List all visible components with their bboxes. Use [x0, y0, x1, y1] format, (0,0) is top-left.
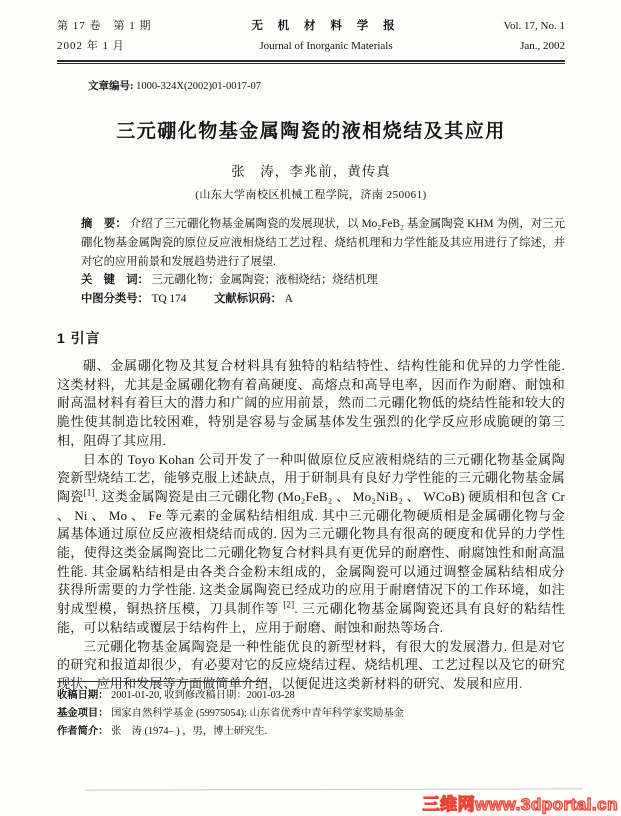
article-number-line	[88, 78, 565, 93]
abstract-block	[81, 215, 565, 309]
volume-issue-en: Vol. 17, No. 1	[503, 20, 565, 32]
keywords-label: 关 键 词：	[81, 274, 149, 287]
article-number-value: 1000-324X(2002)01-0017-07	[136, 81, 261, 92]
bio-label: 作者简介：	[57, 726, 109, 737]
keywords-text: 三元硼化物；金属陶瓷；液相烧结；烧结机理	[151, 274, 378, 287]
watermark-3dportal: 三维网www.3dportal.cn	[422, 795, 618, 814]
received-value: 2001-01-20, 收到修改稿日期：2001-03-28	[111, 690, 295, 701]
date-en: Jan., 2002	[520, 40, 565, 52]
paragraph-2: 日本的 Toyo Kohan 公司开发了一种叫做原位反应液相烧结的三元硼化物基金属陶瓷新型烧结工艺，能够克服上述缺点，用于研制具有良好力学性能的三元硼化物基金属陶瓷[1]. 这类金属陶瓷是由三元硼化物 (Mo₂FeB₂ 、 Mo₂NiB₂ 、 WCoB) 硬质相和包含 Cr 、 Ni 、 Mo 、 Fe 等元素的金属粘结相组成. 其中三元硼化物硬质相是金属硼化物与金属基体通过原位反应液相烧结而成的. 因为三元硼化物具有很高的硬度和优异的力学性能，使得这类金属陶瓷比二元硼化物复合材料具有更优异的耐磨性、耐腐蚀性和耐高温性能. 其金属粘结相是由各类合金粉末组成的，金属陶瓷可以通过调整金属粘结相成分获得所需要的力学性能. 这类金属陶瓷已经成功的应用于耐磨情况下的工作环境，如注射成型模，铜热挤压模，刀具制作等 [2]. 三元硼化物基金属陶瓷还具有良好的粘结性能，可以粘结或覆层于结构件上，应用于耐磨、耐蚀和耐热等场合.	[57, 451, 565, 635]
footnote-fund	[57, 705, 565, 723]
classification-line	[81, 290, 565, 309]
header-right	[445, 16, 565, 56]
header-center	[207, 16, 445, 56]
section-heading-introduction: 1 引言	[57, 329, 101, 346]
doc-code-label: 文献标识码：	[214, 293, 282, 306]
article-number-label: 文章编号:	[88, 81, 134, 92]
footnotes-block	[57, 681, 565, 741]
clc-value: TQ 174	[151, 293, 187, 306]
header-rule	[57, 60, 565, 64]
introduction-body	[57, 357, 565, 694]
abstract-label: 摘 要：	[81, 218, 127, 230]
date-cn: 2002 年 1 月	[57, 40, 125, 52]
abstract-text: 介绍了三元硼化物基金属陶瓷的发展现状，以 Mo₂FeB₂ 基金属陶瓷 KHM 为例，对三元硼化物基金属陶瓷的原位反应液相烧结工艺过程、烧结机理和力学性能及其应用进行了综述，并对它的应用前景和发展趋势进行了展望.	[81, 218, 565, 268]
bio-value: 张 涛 (1974– ) ，男，博士研究生.	[111, 726, 268, 737]
footnote-bio	[57, 723, 565, 741]
doc-code-value: A	[284, 293, 293, 306]
fund-label: 基金项目：	[57, 708, 109, 719]
footnote-received	[57, 687, 565, 705]
journal-title-en: Journal of Inorganic Materials	[259, 40, 393, 52]
received-label: 收稿日期：	[57, 690, 109, 701]
paper-title: 三元硼化物基金属陶瓷的液相烧结及其应用	[116, 121, 506, 142]
affiliation: (山东大学南校区机械工程学院，济南 250061)	[195, 189, 427, 201]
fund-value: 国家自然科学基金 (59975054); 山东省优秀中青年科学家奖励基金	[111, 708, 404, 719]
journal-title-cn: 无 机 材 料 学 报	[251, 20, 401, 32]
paragraph-3: 三元硼化物基金属陶瓷是一种性能优良的新型材料，有很大的发展潜力. 但是对它的研究和报道却很少，有必要对它的反应烧结过程、烧结机理、工艺过程以及它的研究现状、应用和发展等方面做简单介绍，以便促进这类新材料的研究、发展和应用.	[57, 638, 565, 691]
header-left	[57, 16, 207, 56]
volume-issue-cn: 第 17 卷 第 1 期	[57, 20, 152, 32]
authors: 张 涛，李兆前，黄传真	[231, 164, 391, 179]
clc-label: 中图分类号：	[81, 293, 149, 306]
footnote-separator	[57, 681, 267, 682]
abstract-paragraph	[81, 215, 565, 271]
journal-header	[57, 16, 565, 56]
paragraph-1: 硼、金属硼化物及其复合材料具有独特的粘结特性、结构性能和优异的力学性能. 这类材料，尤其是金属硼化物有着高硬度、高熔点和高导电率，因而作为耐磨、耐蚀和耐高温材料有着巨大的潜力和广阔的应用前景，然而二元硼化物低的烧结性能和较大的脆性使其制造比较困难，特别是容易与金属基体发生强烈的化学反应形成脆硬的第三相，阻碍了其应用.	[57, 357, 565, 448]
keywords-line	[81, 271, 565, 290]
